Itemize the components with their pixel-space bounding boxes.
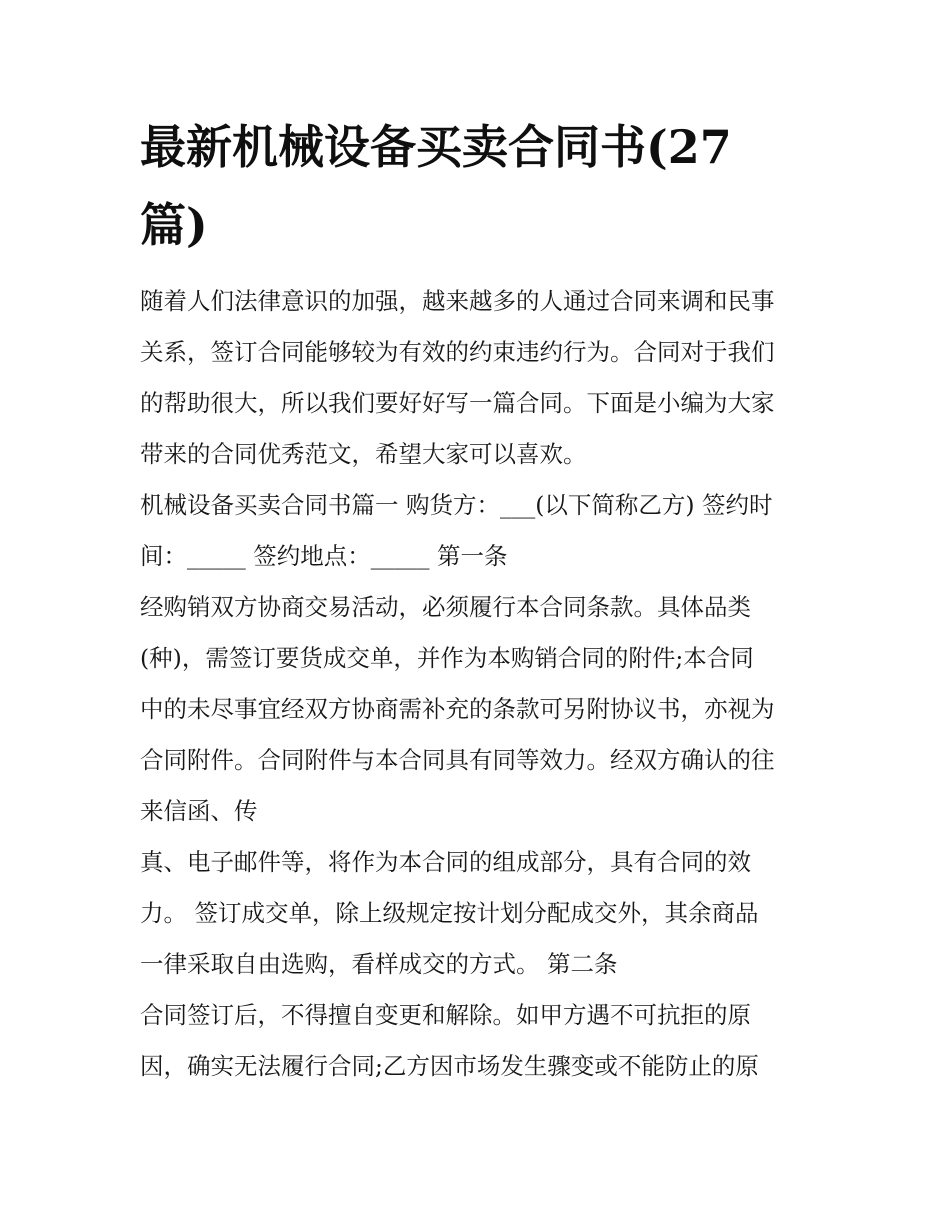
intro-paragraph [140, 276, 820, 480]
text-line: (种)，需签订要货成交单，并作为本购销合同的附件;本合同 [140, 644, 754, 672]
text-line: 合同签订后，不得擅自变更和解除。如甲方遇不可抗拒的原 [140, 1001, 751, 1029]
text-line: 合同附件。合同附件与本合同具有同等效力。经双方确认的往 [140, 746, 775, 774]
article-one-continued-paragraph [140, 837, 820, 990]
text-line: 随着人们法律意识的加强，越来越多的人通过合同来调和民事 [140, 287, 775, 315]
article-one-paragraph [140, 582, 820, 837]
text-line: 间：_____ 签约地点：_____ 第一条 [140, 542, 508, 570]
title-line: 最新机械设备买卖合同书(27 [140, 120, 732, 174]
text-line: 中的未尽事宜经双方协商需补充的条款可另附协议书，亦视为 [140, 695, 775, 723]
text-line: 力。 签订成交单，除上级规定按计划分配成交外，其余商品 [140, 899, 759, 927]
text-line: 的帮助很大，所以我们要好好写一篇合同。下面是小编为大家 [140, 389, 775, 417]
text-line: 关系，签订合同能够较为有效的约束违约行为。合同对于我们 [140, 338, 775, 366]
text-line: 一律采取自由选购，看样成交的方式。 第二条 [140, 950, 618, 978]
text-line: 真、电子邮件等，将作为本合同的组成部分，具有合同的效 [140, 848, 751, 876]
article-two-paragraph [140, 990, 820, 1092]
text-line: 机械设备买卖合同书篇一 购货方：___(以下简称乙方) 签约时 [140, 491, 773, 519]
title-line: 篇) [140, 198, 208, 252]
text-line: 经购销双方协商交易活动，必须履行本合同条款。具体品类 [140, 593, 751, 621]
text-line: 带来的合同优秀范文，希望大家可以喜欢。 [140, 440, 587, 468]
document-title [140, 108, 820, 264]
contract-header-paragraph [140, 480, 820, 582]
text-line: 因，确实无法履行合同;乙方因市场发生骤变或不能防止的原 [140, 1052, 759, 1080]
text-line: 来信函、传 [140, 797, 258, 825]
